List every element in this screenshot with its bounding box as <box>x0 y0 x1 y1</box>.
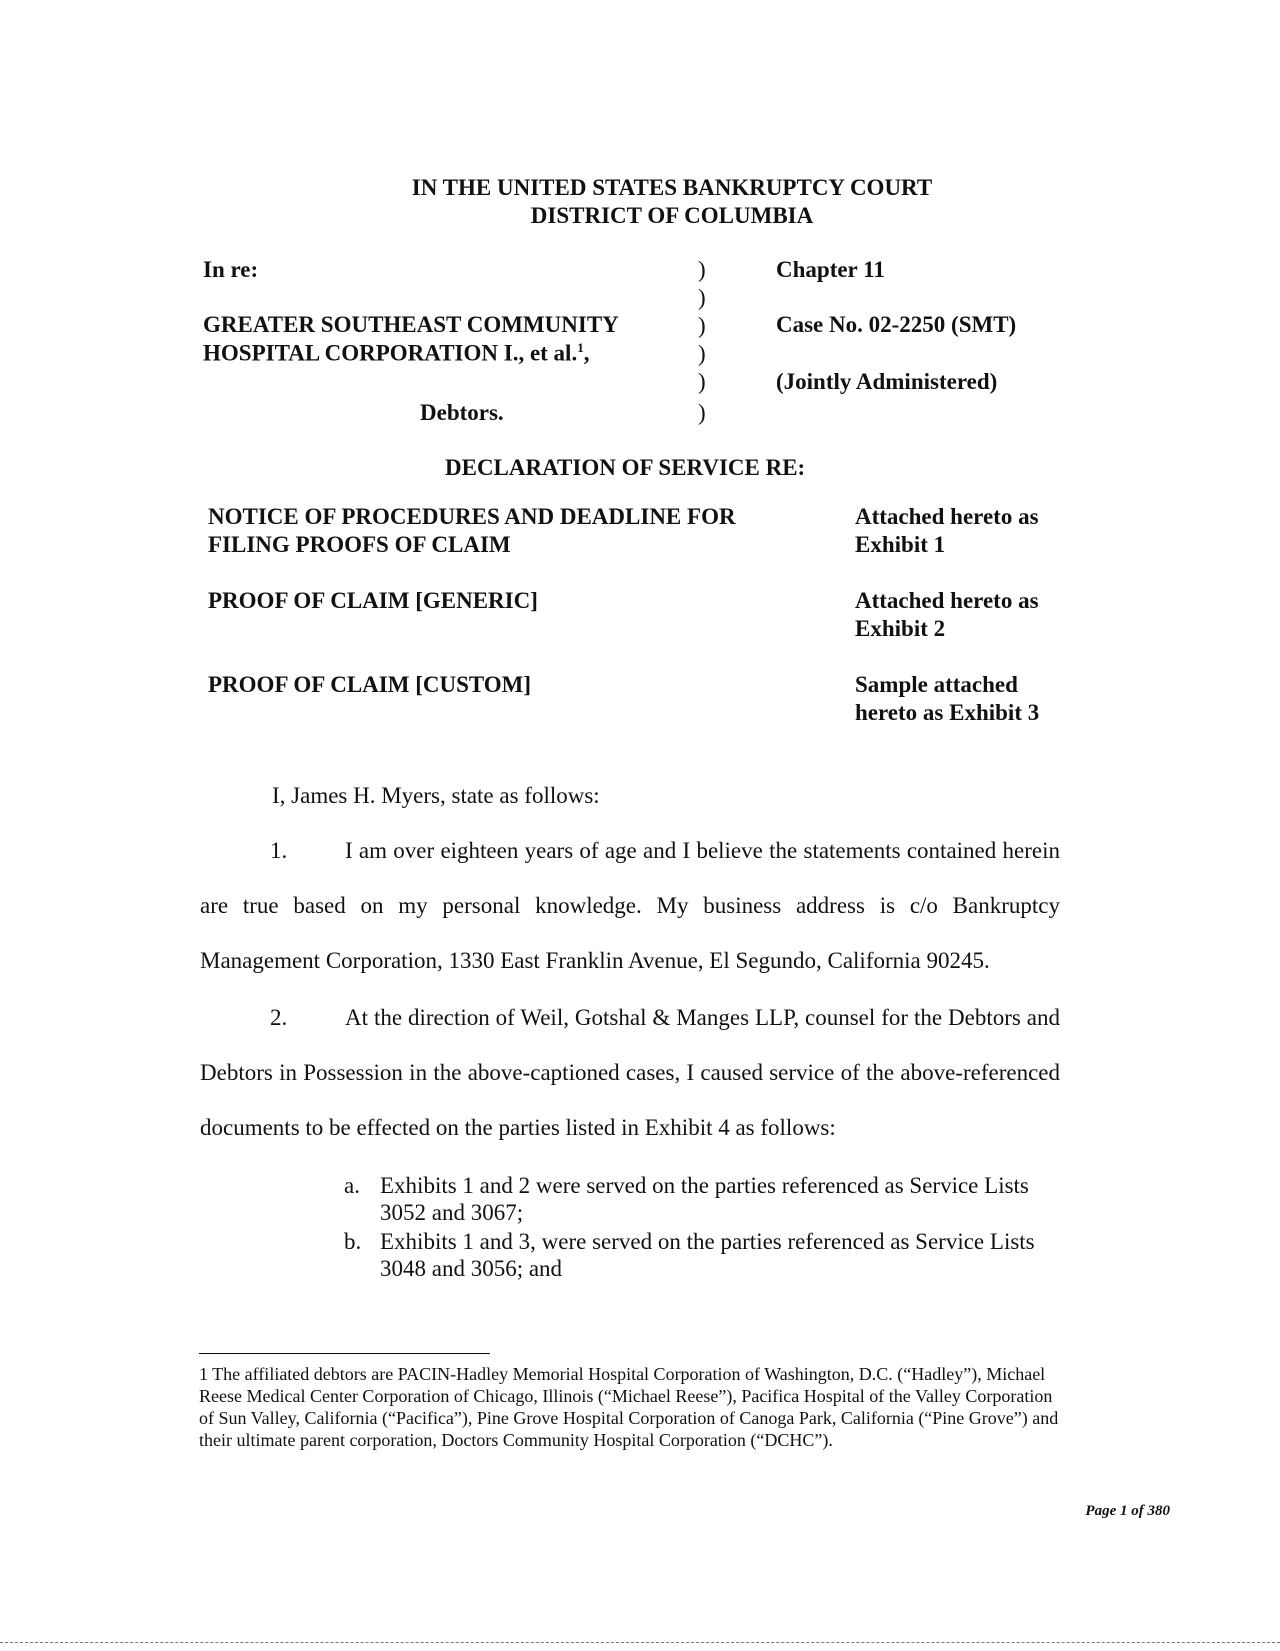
caption-paren: ) <box>698 341 706 366</box>
footnote: 1 The affiliated debtors are PACIN-Hadley Memorial Hospital Corporation of Washington, D.C. (“Hadley”), Michael Reese Medical Center Corporation of Chicago, Illinois (“Michael Reese”), Pacifica Hospital of the Valley Corporation of Sun Valley, California (“Pacifica”), Pine Grove Hospital Corporation of Canoga Park, California (“Pine Grove”) and their ultimate parent corporation, Doctors Community Hospital Corporation (“DCHC”). <box>199 1364 1059 1450</box>
list-item-text: Exhibits 1 and 3, were served on the parties referenced as Service Lists 3048 and 3056; and <box>380 1229 1035 1281</box>
document-1-attachment-line1: Attached hereto as <box>855 504 1039 529</box>
list-item-text: Exhibits 1 and 2 were served on the parties referenced as Service Lists 3052 and 3067; <box>380 1173 1029 1225</box>
in-re-label: In re: <box>203 257 259 282</box>
paragraph-text: At the direction of Weil, Gotshal & Manges LLP, counsel for the Debtors and Debtors in Possession in the above-captioned cases, I caused service of the above-referenced documents to be effected on the parties listed in Exhibit 4 as follows: <box>200 1005 1060 1140</box>
debtor-name-line1: GREATER SOUTHEAST COMMUNITY <box>203 312 619 337</box>
chapter-label: Chapter 11 <box>776 257 885 282</box>
list-item-label: a. <box>344 1173 360 1198</box>
jointly-administered: (Jointly Administered) <box>776 369 998 394</box>
caption-paren: ) <box>698 369 706 394</box>
list-item <box>344 1228 1062 1282</box>
document-1-title-line2: FILING PROOFS OF CLAIM <box>208 532 511 557</box>
document-1-attachment-line2: Exhibit 1 <box>855 532 946 557</box>
debtors-label: Debtors. <box>420 400 504 425</box>
paragraph-1 <box>200 823 1060 988</box>
document-3-attachment-line2: hereto as Exhibit 3 <box>855 700 1040 725</box>
page-bottom-edge <box>0 1642 1280 1643</box>
intro-statement: I, James H. Myers, state as follows: <box>272 783 600 808</box>
case-number: Case No. 02-2250 (SMT) <box>776 312 1017 337</box>
footnote-divider <box>199 1353 490 1354</box>
list-item <box>344 1172 1062 1226</box>
footnote-ref: 1 <box>577 340 584 355</box>
document-3-attachment-line1: Sample attached <box>855 672 1018 697</box>
caption-paren: ) <box>698 313 706 338</box>
document-2-attachment-line2: Exhibit 2 <box>855 616 946 641</box>
paragraph-text: I am over eighteen years of age and I believe the statements contained herein are true based on my personal knowledge. My business address is c/o Bankruptcy Management Corporation, 1330 East Franklin Avenue, El Segundo, California 90245. <box>200 838 1060 973</box>
document-2-attachment-line1: Attached hereto as <box>855 588 1039 613</box>
caption-paren: ) <box>698 400 706 425</box>
document-3-title: PROOF OF CLAIM [CUSTOM] <box>208 672 532 697</box>
page-number: Page 1 of 380 <box>1085 1503 1170 1519</box>
list-item-label: b. <box>344 1229 362 1254</box>
document-1-title-line1: NOTICE OF PROCEDURES AND DEADLINE FOR <box>208 504 736 529</box>
caption-paren: ) <box>698 257 706 282</box>
paragraph-2 <box>200 990 1060 1155</box>
caption-paren: ) <box>698 285 706 310</box>
debtor-name-line2: HOSPITAL CORPORATION I., et al.$^1$, <box>203 340 590 366</box>
court-district: DISTRICT OF COLUMBIA <box>530 203 814 228</box>
paragraph-number: 1. <box>270 838 288 863</box>
document-2-title: PROOF OF CLAIM [GENERIC] <box>208 588 538 613</box>
declaration-title: DECLARATION OF SERVICE RE: <box>445 455 806 480</box>
paragraph-number: 2. <box>270 1005 288 1030</box>
court-name: IN THE UNITED STATES BANKRUPTCY COURT <box>411 175 933 200</box>
